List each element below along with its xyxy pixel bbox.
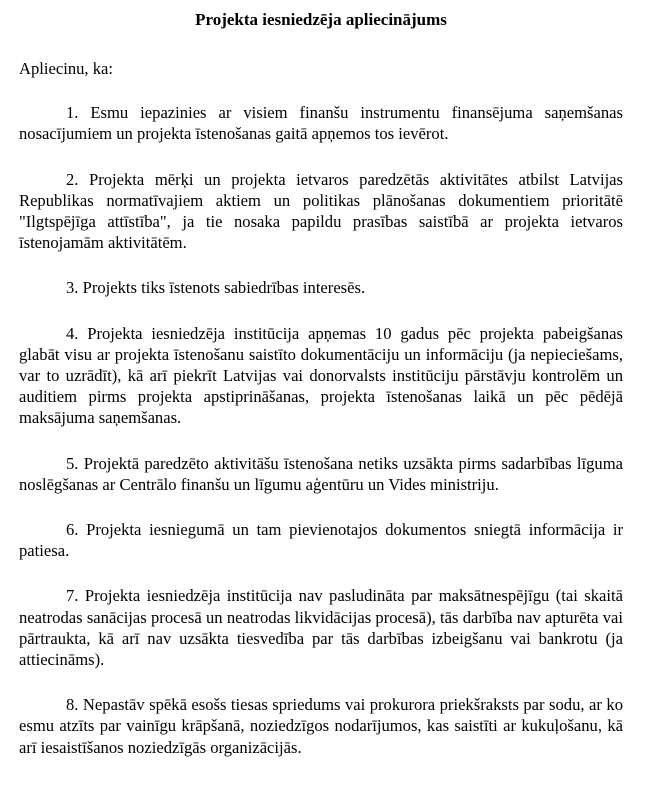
declaration-item-5: 5. Projektā paredzēto aktivitāšu īstenošana netiks uzsākta pirms sadarbības līguma noslēgšanas ar Centrālo finanšu un līgumu aģentūru un Vides ministriju. (19, 453, 623, 494)
declaration-item-8: 8. Nepastāv spēkā esošs tiesas spriedums vai prokurora priekšraksts par sodu, ar ko esmu atzīts par vainīgu krāpšanā, noziedzīgos nodarījumos, kas saistīti ar kukuļošanu, kā arī iesaistīšanos noziedzīgās organizācijās. (19, 695, 623, 757)
declaration-item-7: 7. Projekta iesniedzēja institūcija nav pasludināta par maksātnespējīgu (tai skaitā neatrodas sanācijas procesā un neatrodas likvidācijas procesā), tās darbība nav apturēta vai pārtraukta, kā arī nav uzsākta tiesvedība par tās darbības izbeigšanu vai bankrotu (ja attiecināms). (19, 586, 623, 670)
document-title: Projekta iesniedzēja apliecinājums (195, 10, 447, 29)
declaration-item-4: 4. Projekta iesniedzēja institūcija apņemas 10 gadus pēc projekta pabeigšanas glabāt visu ar projekta īstenošanu saistīto dokumentāciju un informāciju (ja nepieciešams, var to uzrādīt), kā arī piekrīt Latvijas vai donorvalsts institūciju pārstāvju kontrolēm un auditiem pirms projekta apstiprināšanas, projekta īstenošanas laikā un pēc pēdējā maksājuma saņemšanas. (19, 323, 623, 428)
declaration-item-6: 6. Projekta iesniegumā un tam pievienotajos dokumentos sniegtā informācija ir patiesa. (19, 520, 623, 561)
declaration-item-2: 2. Projekta mērķi un projekta ietvaros paredzētās aktivitātes atbilst Latvijas Republikas normatīvajiem aktiem un politikas plānošanas dokumentiem prioritātē "Ilgtspējīga attīstība", ja tie nosaka papildu prasības saistībā ar projekta ietvaros īstenojamām aktivitātēm. (19, 169, 623, 253)
declaration-item-3: 3. Projekts tiks īstenots sabiedrības interesēs. (66, 278, 366, 298)
declaration-item-1: 1. Esmu iepazinies ar visiem finanšu instrumentu finansējuma saņemšanas nosacījumiem un projekta īstenošanas gaitā apņemos tos ievērot. (19, 103, 623, 144)
intro-text: Apliecinu, ka: (19, 59, 114, 78)
